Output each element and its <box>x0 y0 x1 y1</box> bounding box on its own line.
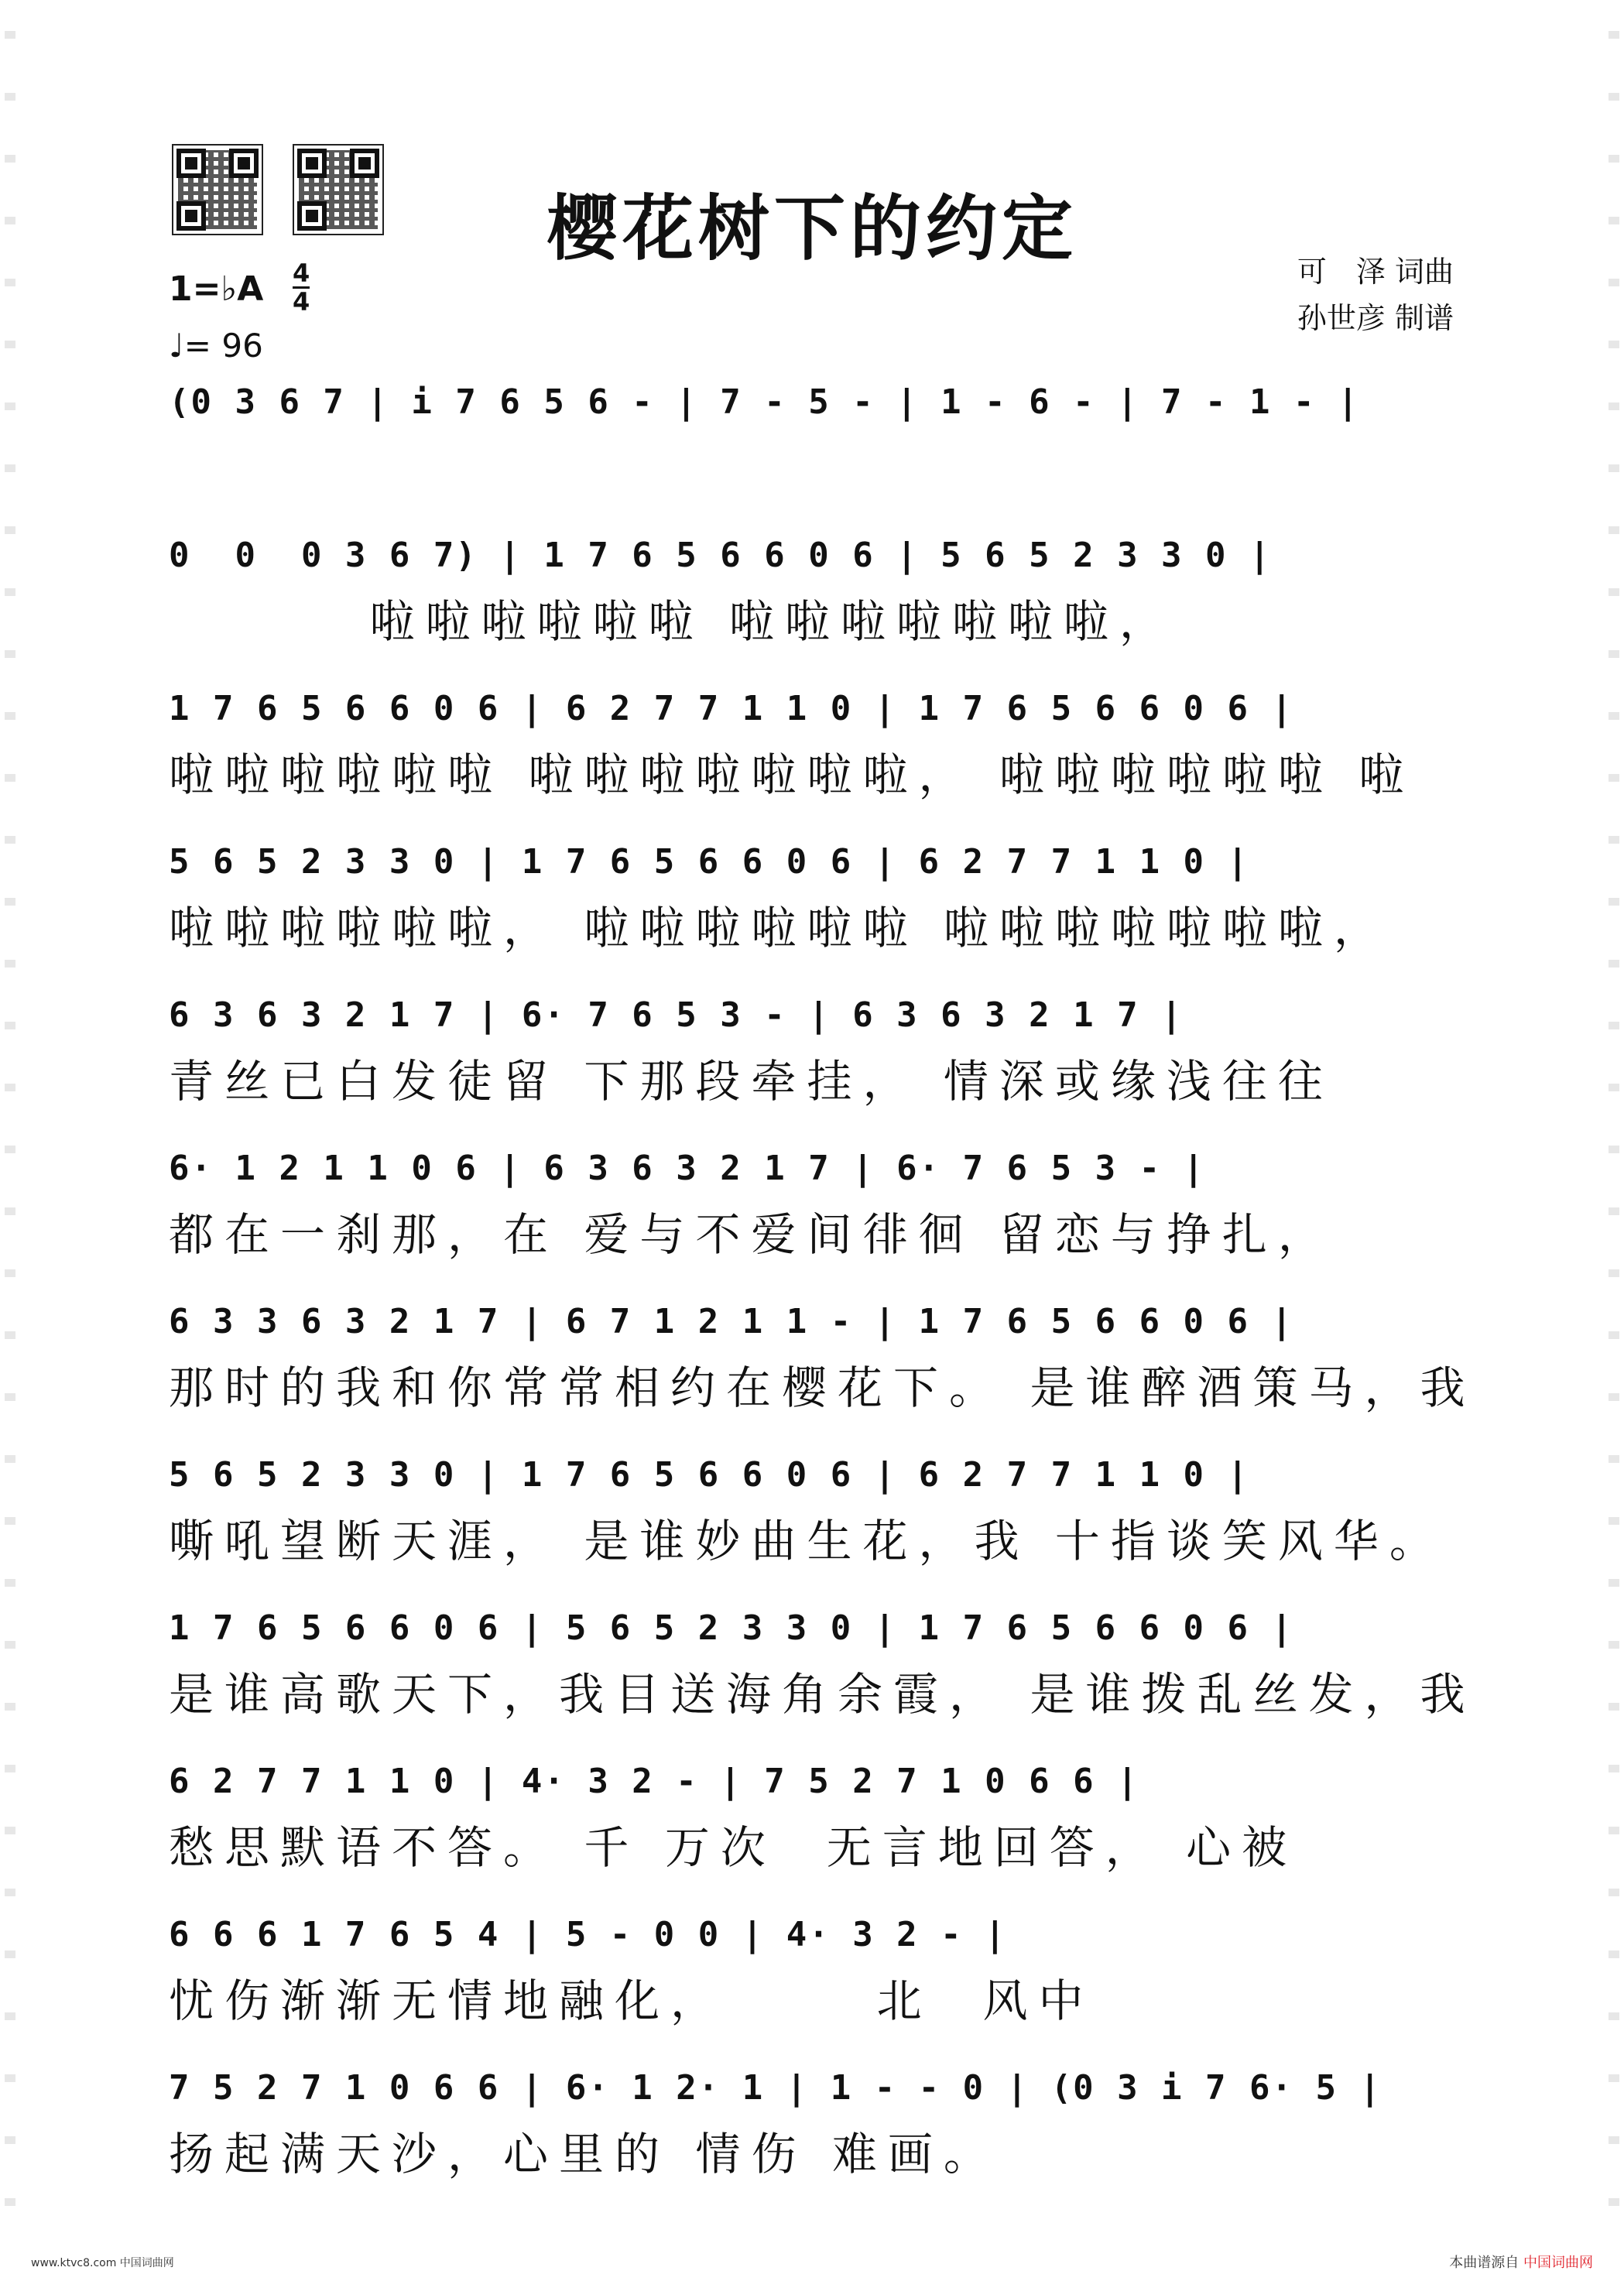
notation-row: 0 0 0 3 6 7) | 1 7 6 5 6 6 0 6 | 5 6 5 2 3 3 0 | <box>169 536 1272 575</box>
score-line <box>169 379 1455 441</box>
page-edge-right <box>1609 31 1619 2235</box>
lyrics-row: 嘶吼望断天涯， 是谁妙曲生花，我 十指谈笑风华。 <box>169 1515 1445 1567</box>
time-signature <box>293 260 310 315</box>
notation-row: 1 7 6 5 6 6 0 6 | 6 2 7 7 1 1 0 | 1 7 6 5 6 6 0 6 | <box>169 689 1294 728</box>
lyrics-row: 忧伤渐渐无情地融化， 北 风中 <box>169 1974 1095 2027</box>
lyrics-row: 啦啦啦啦啦啦 啦啦啦啦啦啦啦， <box>169 595 1175 648</box>
lyrics-row: 是谁高歌天下，我目送海角余霞， 是谁拨乱丝发，我 <box>169 1668 1476 1721</box>
notation-row: 7 5 2 7 1 0 6 6 | 6· 1 2· 1 | 1 - - 0 | (0 3 i 7 6· 5 | <box>169 2068 1382 2108</box>
lyrics-row: 愁思默语不答。 千 万次 无言地回答， 心被 <box>169 1821 1298 1874</box>
footer-source-url: www.ktvc8.com 中国词曲网 <box>31 2257 174 2269</box>
notation-row: 6 6 6 1 7 6 5 4 | 5 - 0 0 | 4· 3 2 - | <box>169 1915 1007 1954</box>
notation-row: 6 2 7 7 1 1 0 | 4· 3 2 - | 7 5 2 7 1 0 6 6 | <box>169 1762 1139 1801</box>
footer-prefix: 本曲谱源自 <box>1449 2255 1520 2271</box>
meter-bottom: 4 <box>293 287 310 317</box>
notation-row: 6· 1 2 1 1 0 6 | 6 3 6 3 2 1 7 | 6· 7 6 5 3 - | <box>169 1149 1206 1188</box>
lyrics-row: 啦啦啦啦啦啦 啦啦啦啦啦啦啦， 啦啦啦啦啦啦 啦 <box>169 748 1415 801</box>
score-line <box>169 992 1455 1108</box>
tempo-marking: ♩= 96 <box>169 327 263 365</box>
meter-top: 4 <box>293 259 310 288</box>
score-line <box>169 686 1455 802</box>
notation-row: 1 7 6 5 6 6 0 6 | 5 6 5 2 3 3 0 | 1 7 6 5 6 6 0 6 | <box>169 1608 1294 1648</box>
score-line <box>169 1912 1455 2028</box>
score-line <box>169 1299 1476 1415</box>
notation-row: 5 6 5 2 3 3 0 | 1 7 6 5 6 6 0 6 | 6 2 7 7 1 1 0 | <box>169 842 1250 882</box>
lyrics-row: 都在一刹那，在 爱与不爱间徘徊 留恋与挣扎， <box>169 1208 1334 1261</box>
lyrics-row: 青丝已白发徒留 下那段牵挂， 情深或缘浅往往 <box>169 1055 1334 1108</box>
score-line <box>169 839 1455 955</box>
footer-site-name: 中国词曲网 <box>1523 2255 1593 2271</box>
score-line <box>169 1452 1455 1568</box>
score-line <box>169 1605 1476 1721</box>
score-line <box>169 533 1455 649</box>
page-edge-left <box>5 31 15 2235</box>
score-line <box>169 1146 1455 1262</box>
lyrics-row: 那时的我和你常常相约在樱花下。 是谁醉酒策马，我 <box>169 1361 1476 1414</box>
song-title: 樱花树下的约定 <box>546 187 1078 270</box>
footer-attribution <box>1449 2252 1593 2272</box>
notation-row: 6 3 6 3 2 1 7 | 6· 7 6 5 3 - | 6 3 6 3 2 1 7 | <box>169 995 1184 1035</box>
lyrics-row: 扬起满天沙，心里的 情伤 难画。 <box>169 2128 999 2180</box>
score-line <box>169 2065 1455 2181</box>
lyrics-row: 啦啦啦啦啦啦， 啦啦啦啦啦啦 啦啦啦啦啦啦啦， <box>169 902 1389 954</box>
composer-credit: 可 泽 词曲 <box>1297 255 1454 289</box>
notation-row: (0 3 6 7 | i 7 6 5 6 - | 7 - 5 - | 1 - 6 - | 7 - 1 - | <box>169 382 1360 422</box>
arranger-credit: 孙世彦 制谱 <box>1297 301 1454 335</box>
notation-row: 5 6 5 2 3 3 0 | 1 7 6 5 6 6 0 6 | 6 2 7 7 1 1 0 | <box>169 1455 1250 1495</box>
key-signature: 1=♭A <box>169 269 264 309</box>
score-line <box>169 1759 1455 1875</box>
notation-row: 6 3 3 6 3 2 1 7 | 6 7 1 2 1 1 - | 1 7 6 5 6 6 0 6 | <box>169 1302 1294 1341</box>
